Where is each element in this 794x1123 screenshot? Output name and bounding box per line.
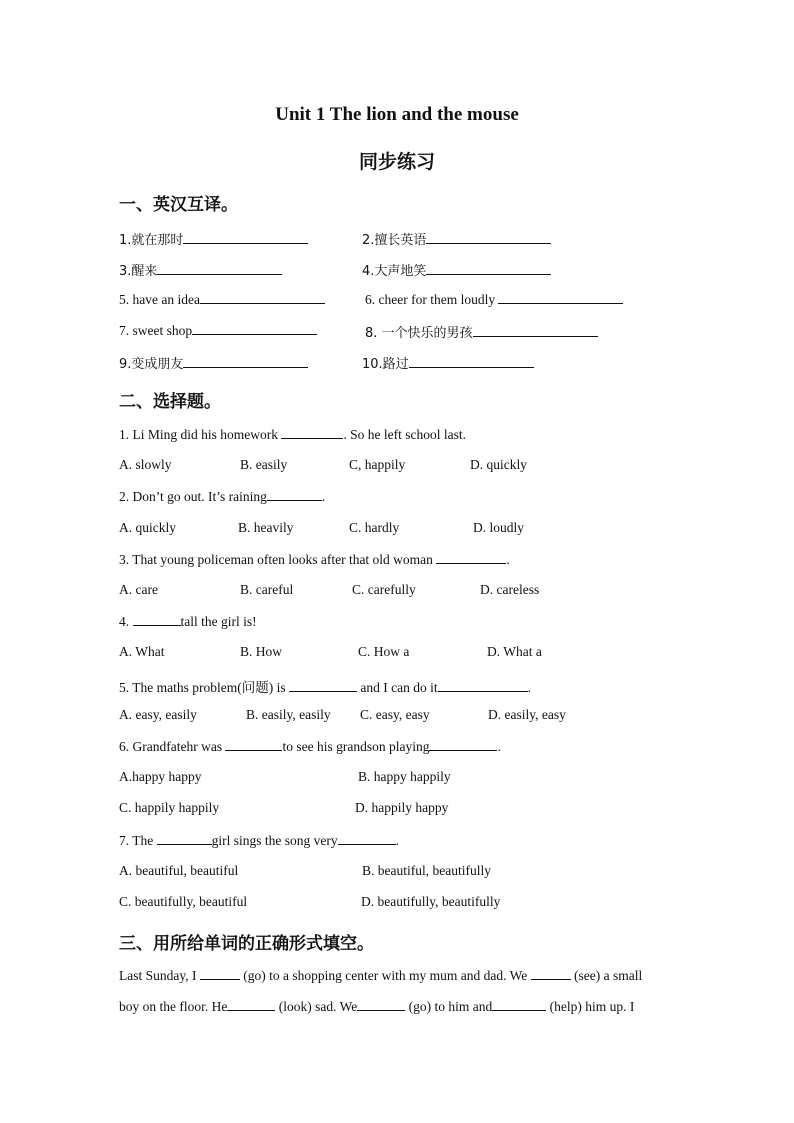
option: D. easily, easy xyxy=(488,707,566,722)
option: A. beautiful, beautiful xyxy=(119,863,239,878)
translate-item-3: 3.醒来 xyxy=(119,260,282,279)
option: A.happy happy xyxy=(119,769,202,784)
translate-item-2: 2.擅长英语 xyxy=(362,229,551,248)
question-4: 4. tall the girl is! xyxy=(119,614,257,629)
question-1: 1. Li Ming did his homework . So he left school last. xyxy=(119,427,466,442)
translate-item-4: 4.大声地笑 xyxy=(362,260,551,279)
translate-item-1: 1.就在那时 xyxy=(119,229,308,248)
translate-item-5: 5. have an idea xyxy=(119,291,325,308)
question-6: 6. Grandfatehr was to see his grandson playing . xyxy=(119,739,501,754)
option: D. careless xyxy=(480,582,540,597)
question-7: 7. The girl sings the song very . xyxy=(119,833,399,848)
question-2: 2. Don’t go out. It’s raining . xyxy=(119,489,326,504)
option: D. beautifully, beautifully xyxy=(361,894,501,909)
option: B. heavily xyxy=(238,520,294,535)
option: D. loudly xyxy=(473,520,525,535)
option: B. careful xyxy=(240,582,294,597)
option: B. happy happily xyxy=(358,769,451,784)
option: C. hardly xyxy=(349,520,400,535)
section2-heading: 二、选择题。 xyxy=(119,392,221,412)
section1-heading: 一、英汉互译。 xyxy=(119,195,238,215)
translate-item-8: 8. 一个快乐的男孩 xyxy=(365,322,598,341)
cloze-paragraph-line-2: boy on the floor. He (look) sad. We (go) to him and (help) him up. I xyxy=(119,999,635,1014)
option: A. slowly xyxy=(119,457,172,472)
question-5: 5. The maths problem(问题) is and I can do it . xyxy=(119,680,531,695)
page-subtitle: 同步练习 xyxy=(358,151,435,173)
option: C. carefully xyxy=(352,582,416,597)
option: C. happily happily xyxy=(119,800,220,815)
cloze-paragraph-line-1: Last Sunday, I (go) to a shopping center with my mum and dad. We (see) a small xyxy=(119,968,643,983)
option: B. How xyxy=(240,644,283,659)
translate-item-7: 7. sweet shop xyxy=(119,322,317,339)
option: C. beautifully, beautiful xyxy=(119,894,248,909)
option: B. beautiful, beautifully xyxy=(362,863,491,878)
option: C, happily xyxy=(349,457,406,472)
option: A. easy, easily xyxy=(119,707,197,722)
option: A. quickly xyxy=(119,520,176,535)
translate-item-10: 10.路过 xyxy=(362,353,534,372)
translate-item-6: 6. cheer for them loudly xyxy=(365,291,623,308)
section3-heading: 三、用所给单词的正确形式填空。 xyxy=(119,934,374,954)
option: D. happily happy xyxy=(355,800,449,815)
option: B. easily, easily xyxy=(246,707,331,722)
question-3: 3. That young policeman often looks after that old woman . xyxy=(119,552,510,567)
option: D. What a xyxy=(487,644,542,659)
option: B. easily xyxy=(240,457,288,472)
option: C. How a xyxy=(358,644,410,659)
option: C. easy, easy xyxy=(360,707,430,722)
option: D. quickly xyxy=(470,457,527,472)
page-title: Unit 1 The lion and the mouse xyxy=(275,104,519,125)
option: A. What xyxy=(119,644,165,659)
option: A. care xyxy=(119,582,158,597)
translate-item-9: 9.变成朋友 xyxy=(119,353,308,372)
